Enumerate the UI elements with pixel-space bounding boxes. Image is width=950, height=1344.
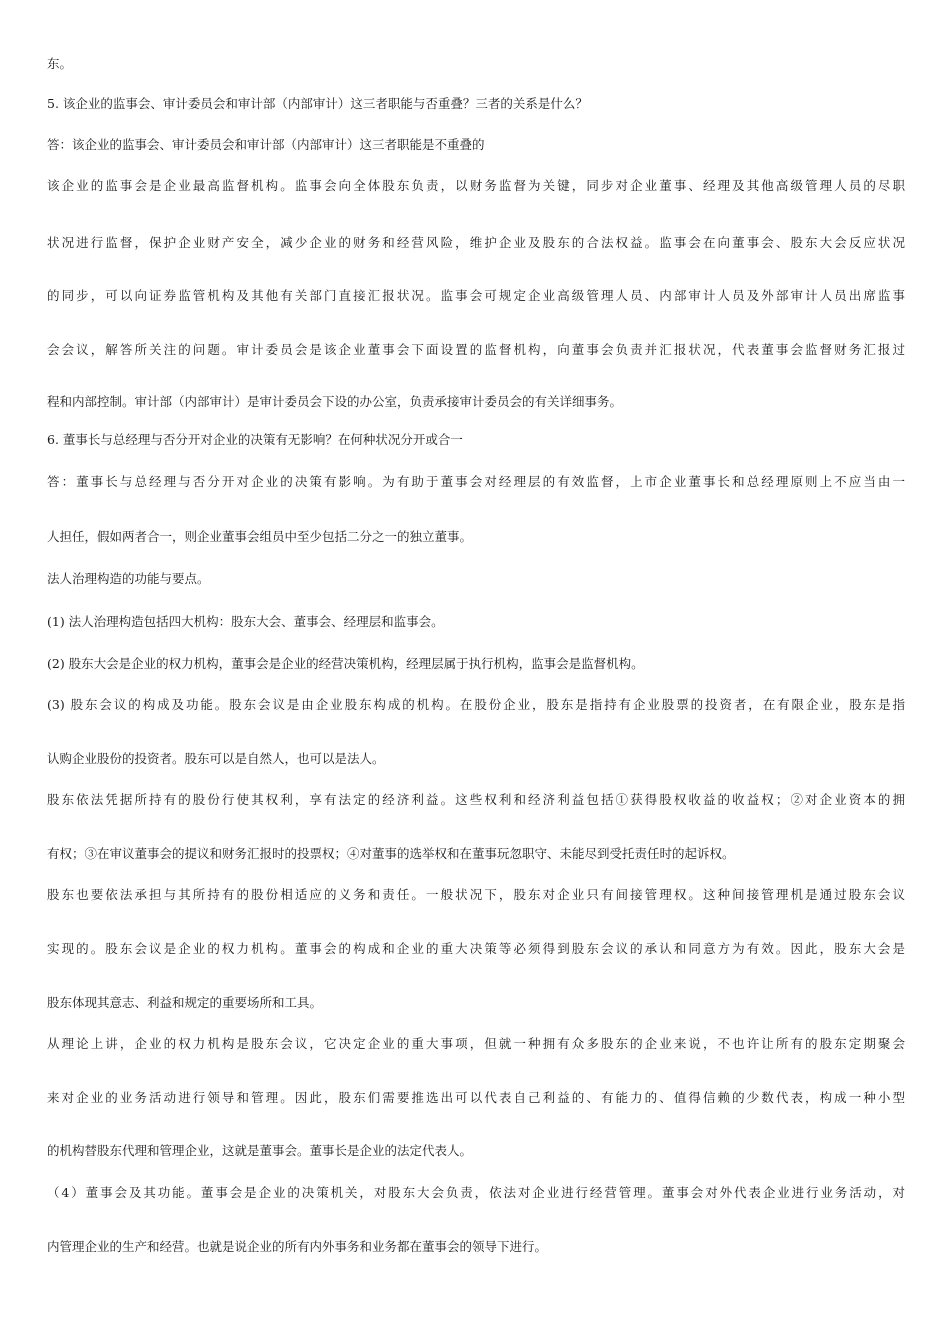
list-item: (1) 法人治理构造包括四大机构：股东大会、董事会、经理层和监事会。 <box>47 614 444 629</box>
answer-line: 答：董事长与总经理与否分开对企业的决策有影响。为有助于董事会对经理层的有效监督，上市企业董事长和总经理原则上不应当由一 <box>47 474 905 489</box>
text-line: 东。 <box>47 56 73 71</box>
text-line: 实现的。股东会议是企业的权力机构。董事会的构成和企业的重大决策等必须得到股东会议的承认和同意方为有效。因此，股东大会是 <box>47 941 905 956</box>
text-line: 股东依法凭据所持有的股份行使其权利，享有法定的经济利益。这些权利和经济利益包括①获得股权收益的收益权；②对企业资本的拥 <box>47 792 905 807</box>
text-line: 股东也要依法承担与其所持有的股份相适应的义务和责任。一般状况下，股东对企业只有间接管理权。这种间接管理机是通过股东会议 <box>47 887 905 902</box>
text-line: 股东体现其意志、利益和规定的重要场所和工具。 <box>47 995 323 1010</box>
list-item: (3) 股东会议的构成及功能。股东会议是由企业股东构成的机构。在股份企业，股东是指持有企业股票的投资者，在有限企业，股东是指 <box>47 697 905 712</box>
list-item: (2) 股东大会是企业的权力机构，董事会是企业的经营决策机构，经理层属于执行机构，监事会是监督机构。 <box>47 656 644 671</box>
answer-line: 答：该企业的监事会、审计委员会和审计部（内部审计）这三者职能是不重叠的 <box>47 137 485 152</box>
text-line: 会会议，解答所关注的问题。审计委员会是该企业董事会下面设置的监督机构，向董事会负责并汇报状况，代表董事会监督财务汇报过 <box>47 342 905 357</box>
text-line: 的同步，可以向证券监管机构及其他有关部门直接汇报状况。监事会可规定企业高级管理人员、内部审计人员及外部审计人员出席监事 <box>47 288 905 303</box>
text-line: 程和内部控制。审计部（内部审计）是审计委员会下设的办公室，负责承接审计委员会的有关详细事务。 <box>47 394 623 409</box>
text-line: 来对企业的业务活动进行领导和管理。因此，股东们需要推选出可以代表自己利益的、有能力的、值得信赖的少数代表，构成一种小型 <box>47 1090 905 1105</box>
section-heading: 法人治理构造的功能与要点。 <box>47 571 210 586</box>
question-heading: 5. 该企业的监事会、审计委员会和审计部（内部审计）这三者职能与否重叠？三者的关系是什么？ <box>47 96 588 111</box>
text-line: 该企业的监事会是企业最高监督机构。监事会向全体股东负责，以财务监督为关键，同步对企业董事、经理及其他高级管理人员的尽职 <box>47 178 905 193</box>
list-item: （4）董事会及其功能。董事会是企业的决策机关，对股东大会负责，依法对企业进行经营管理。董事会对外代表企业进行业务活动，对 <box>47 1185 905 1200</box>
text-line: 认购企业股份的投资者。股东可以是自然人，也可以是法人。 <box>47 751 385 766</box>
text-line: 人担任，假如两者合一，则企业董事会组员中至少包括二分之一的独立董事。 <box>47 529 473 544</box>
text-line: 的机构替股东代理和管理企业，这就是董事会。董事长是企业的法定代表人。 <box>47 1143 473 1158</box>
text-line: 状况进行监督，保护企业财产安全，减少企业的财务和经营风险，维护企业及股东的合法权益。监事会在向董事会、股东大会反应状况 <box>47 235 905 250</box>
text-line: 内管理企业的生产和经营。也就是说企业的所有内外事务和业务都在董事会的领导下进行。 <box>47 1239 548 1254</box>
text-line: 从理论上讲，企业的权力机构是股东会议，它决定企业的重大事项，但就一种拥有众多股东的企业来说，不也许让所有的股东定期聚会 <box>47 1036 905 1051</box>
question-heading: 6. 董事长与总经理与否分开对企业的决策有无影响？在何种状况分开或合一 <box>47 432 463 447</box>
text-line: 有权；③在审议董事会的提议和财务汇报时的投票权；④对董事的选举权和在董事玩忽职守、未能尽到受托责任时的起诉权。 <box>47 846 735 861</box>
